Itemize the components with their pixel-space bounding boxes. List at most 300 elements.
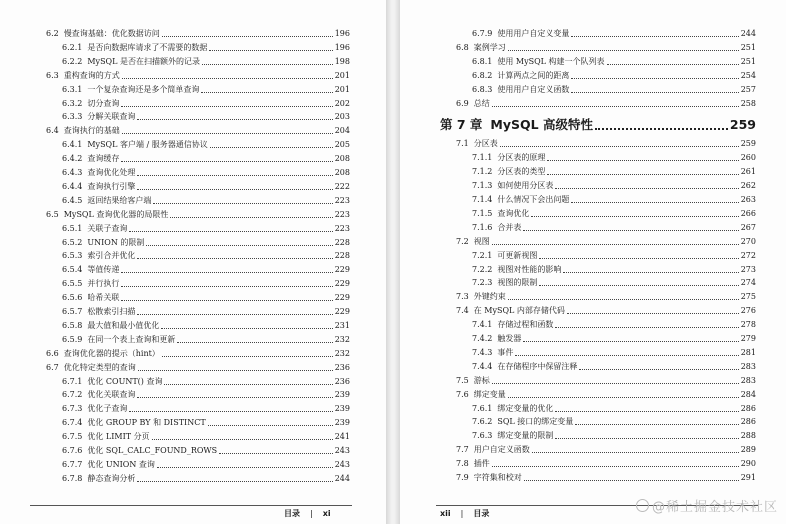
toc-entry-title: 外键约束 — [473, 292, 506, 302]
toc-entry — [472, 333, 756, 345]
toc-entry-title: 一个复杂查询还是多个简单查询 — [87, 84, 200, 94]
toc-leader-dots — [579, 369, 738, 370]
toc-entry — [62, 42, 350, 54]
toc-entry-page: 229 — [334, 307, 350, 316]
toc-entry-title: 切分查询 — [87, 98, 120, 108]
toc-leader-dots — [208, 425, 333, 426]
toc-entry-page: 196 — [334, 29, 350, 38]
toc-entry-number: 7.1.3 — [472, 181, 493, 191]
toc-entry-number: 7.6.2 — [472, 417, 493, 427]
footer-label-right: 目录 — [473, 509, 490, 518]
toc-entry-title: 查询优化处理 — [87, 168, 136, 177]
toc-entry-page: 278 — [740, 320, 756, 330]
toc-leader-dots — [523, 230, 738, 231]
toc-entry — [472, 180, 756, 192]
toc-entry-number: 6.3 — [46, 70, 59, 80]
toc-leader-dots — [219, 453, 333, 454]
toc-leader-dots — [508, 50, 739, 51]
toc-entry-page: 236 — [334, 376, 350, 386]
toc-leader-dots — [146, 245, 332, 246]
toc-leader-dots — [531, 216, 738, 217]
toc-entry — [62, 84, 350, 96]
toc-entry-title: 分区表的类型 — [497, 167, 546, 177]
toc-entry — [62, 153, 350, 165]
toc-entry-page: 196 — [334, 42, 350, 52]
toc-leader-dots — [162, 356, 333, 357]
toc-leader-dots — [201, 92, 332, 93]
toc-entry-title: 查询执行引擎 — [87, 181, 136, 191]
toc-entry — [472, 222, 756, 234]
toc-leader-dots — [539, 285, 738, 286]
toc-entry-page: 259 — [740, 139, 756, 149]
toc-entry-number: 6.7 — [46, 362, 59, 372]
toc-leader-dots — [153, 203, 332, 204]
toc-entry-page: 243 — [334, 446, 350, 455]
left-page — [0, 0, 386, 524]
toc-leader-dots — [547, 160, 738, 161]
toc-entry — [472, 28, 756, 40]
toc-leader-dots — [121, 106, 332, 107]
toc-entry-number: 7.9 — [456, 473, 469, 482]
toc-entry — [62, 237, 350, 249]
toc-entry-page: 263 — [740, 195, 756, 204]
toc-entry — [472, 70, 756, 82]
toc-entry-title: MySQL 客户端 / 服务器通信协议 — [87, 140, 208, 150]
toc-leader-dots — [607, 64, 739, 65]
toc-entry — [456, 138, 756, 150]
toc-entry — [46, 348, 350, 360]
toc-entry-number: 6.5.8 — [62, 320, 83, 330]
toc-entry-number: 第 7 章 — [440, 117, 483, 133]
toc-entry-title: 哈希关联 — [87, 293, 120, 303]
toc-leader-dots — [138, 370, 333, 371]
toc-entry-page: 208 — [334, 154, 350, 164]
toc-entry-page: 223 — [334, 209, 350, 219]
toc-entry — [472, 56, 756, 68]
toc-entry-title: 绑定变量的限制 — [497, 431, 554, 441]
toc-entry-number: 6.5.4 — [62, 265, 83, 275]
toc-entry-title: 最大值和最小值优化 — [87, 320, 160, 330]
toc-entry — [62, 473, 350, 485]
toc-leader-dots — [129, 411, 332, 412]
toc-entry-title: 优化 LIMIT 分页 — [87, 432, 150, 442]
toc-entry — [62, 223, 350, 235]
footer-separator-left: | — [310, 509, 313, 518]
toc-entry — [456, 98, 756, 110]
toc-leader-dots — [563, 272, 738, 273]
toc-entry-title: 绑定变量的优化 — [497, 403, 554, 413]
toc-entry — [62, 403, 350, 415]
toc-entry-page: 232 — [334, 334, 350, 344]
toc-entry-title: 如何使用分区表 — [497, 181, 554, 191]
toc-entry — [472, 319, 756, 331]
toc-entry-title: 查询优化器的提示（hint） — [63, 348, 160, 358]
toc-entry-page: 223 — [334, 195, 350, 205]
toc-entry-number: 6.7.4 — [62, 418, 83, 428]
toc-entry-title: 什么情况下会出问题 — [497, 195, 570, 204]
toc-entry — [456, 291, 756, 303]
toc-entry-title: 使用用户自定义变量 — [497, 29, 570, 38]
book-gutter — [386, 0, 400, 524]
toc-entry-title: 优化 SQL_CALC_FOUND_ROWS — [87, 446, 218, 455]
toc-entry-number: 6.7.5 — [62, 432, 83, 442]
toc-entry — [62, 250, 350, 262]
toc-entry-number: 7.1.1 — [472, 153, 493, 163]
toc-entry — [472, 250, 756, 262]
toc-entry-number: 7.3 — [456, 292, 469, 302]
toc-entry — [472, 84, 756, 96]
toc-leader-dots — [595, 128, 728, 130]
toc-entry-number: 6.7.1 — [62, 376, 83, 386]
toc-entry-title: 可更新视图 — [497, 250, 538, 260]
toc-entry — [46, 125, 350, 137]
toc-entry-number: 6.3.3 — [62, 112, 83, 122]
toc-entry — [46, 70, 350, 82]
toc-entry-title: 视图的限制 — [497, 278, 538, 288]
toc-entry-title: 并行执行 — [87, 279, 120, 289]
toc-entry-page: 244 — [334, 473, 350, 483]
toc-entry-page: 274 — [740, 278, 756, 288]
toc-leader-dots — [500, 146, 739, 147]
toc-leader-dots — [122, 133, 333, 134]
toc-entry-title: 事件 — [497, 347, 514, 357]
toc-entry-title: 使用 MySQL 构建一个队列表 — [497, 56, 605, 66]
toc-leader-dots — [122, 78, 333, 79]
toc-entry-number: 6.5.5 — [62, 279, 83, 289]
toc-entry-page: 288 — [740, 431, 756, 441]
toc-entry-title: 慢查询基础：优化数据访问 — [63, 29, 160, 38]
toc-leader-dots — [492, 106, 739, 107]
toc-entry-page: 203 — [334, 112, 350, 122]
toc-entry-number: 7.5 — [456, 375, 469, 385]
footer-page-numeral-right: xii — [440, 509, 451, 518]
toc-entry-title: 视图 — [473, 236, 490, 246]
toc-leader-dots — [161, 328, 332, 329]
toc-entry-title: 使用用户自定义函数 — [497, 84, 570, 94]
toc-entry — [62, 181, 350, 193]
toc-entry-title: 优化关联查询 — [87, 390, 136, 400]
toc-entry-page: 262 — [740, 181, 756, 191]
toc-entry-title: UNION 的限制 — [87, 237, 145, 247]
footer-rule-left — [30, 505, 352, 506]
toc-entry — [472, 194, 756, 206]
toc-entry-title: MySQL 查询优化器的局限性 — [63, 209, 169, 219]
toc-entry-page: 232 — [334, 348, 350, 358]
toc-entry-title: 字符集和校对 — [473, 473, 522, 482]
toc-entry-number: 6.4 — [46, 126, 59, 136]
toc-entry-page: 267 — [740, 222, 756, 232]
toc-entry — [472, 430, 756, 442]
toc-entry-page: 284 — [740, 389, 756, 399]
toc-entry-title: 静态查询分析 — [87, 473, 136, 483]
toc-leader-dots — [137, 258, 332, 259]
toc-leader-dots — [547, 174, 738, 175]
toc-entry-number: 7.4.2 — [472, 334, 493, 343]
toc-entry-number: 7.1.6 — [472, 222, 493, 232]
toc-entry-title: 分区表的原理 — [497, 153, 546, 163]
toc-entry-number: 7.2.3 — [472, 278, 493, 288]
toc-entry-number: 6.9 — [456, 98, 469, 108]
toc-leader-dots — [210, 147, 333, 148]
toc-entry-page: 273 — [740, 264, 756, 274]
toc-entry-title: 优化 UNION 查询 — [87, 459, 155, 469]
toc-entry-number: 7.6.3 — [472, 431, 493, 441]
toc-entry-title: 关联子查询 — [87, 223, 128, 233]
toc-entry-number: 7.2.2 — [472, 264, 493, 274]
toc-entry-page: 281 — [740, 347, 756, 357]
toc-entry — [46, 209, 350, 221]
toc-entry-title: 返回结果给客户端 — [87, 195, 152, 205]
toc-leader-dots — [152, 439, 333, 440]
toc-entry — [62, 264, 350, 276]
toc-entry-title: 优化 GROUP BY 和 DISTINCT — [87, 418, 206, 428]
toc-leader-dots — [508, 397, 739, 398]
toc-entry-number: 7.4.4 — [472, 361, 493, 371]
toc-entry-page: 229 — [334, 293, 350, 303]
toc-entry — [472, 361, 756, 373]
toc-leader-dots — [492, 383, 739, 384]
toc-entry-title: 查询执行的基础 — [63, 126, 120, 136]
toc-entry-page: 270 — [740, 236, 756, 246]
toc-leader-dots — [492, 244, 739, 245]
toc-entry-number: 6.4.2 — [62, 154, 83, 164]
toc-entry-number: 6.4.5 — [62, 195, 83, 205]
toc-entry-title: 合并表 — [497, 222, 522, 232]
toc-entry-number: 6.7.6 — [62, 446, 83, 455]
toc-entry-title: 触发器 — [497, 334, 522, 343]
toc-entry-page: 198 — [334, 56, 350, 66]
toc-entry-number: 6.7.8 — [62, 473, 83, 483]
footer-separator-right: | — [460, 509, 464, 518]
toc-entry — [62, 98, 350, 110]
toc-entry-number: 7.6.1 — [472, 403, 493, 413]
toc-entry-page: 228 — [334, 251, 350, 261]
toc-entry-page: 201 — [334, 70, 350, 80]
toc-leader-dots — [137, 189, 332, 190]
toc-leader-dots — [137, 397, 332, 398]
toc-leader-dots — [555, 327, 738, 328]
toc-entry-number: 6.8.1 — [472, 56, 493, 66]
toc-entry-title: 查询优化 — [497, 208, 530, 218]
toc-entry-number: 7.1.4 — [472, 195, 493, 204]
toc-entry-title: 存储过程和函数 — [497, 320, 554, 330]
toc-entry-title: 优化 COUNT() 查询 — [87, 376, 163, 386]
toc-leader-dots — [575, 424, 738, 425]
toc-entry — [62, 306, 350, 318]
toc-entry-title: 游标 — [473, 375, 490, 385]
toc-entry-number: 6.5.9 — [62, 334, 83, 344]
toc-entry — [472, 264, 756, 276]
toc-entry — [472, 208, 756, 220]
toc-entry — [62, 56, 350, 68]
toc-entry-number: 6.3.1 — [62, 84, 83, 94]
toc-entry — [456, 375, 756, 387]
toc-entry — [472, 152, 756, 164]
toc-entry-title: SQL 接口的绑定变量 — [497, 417, 574, 427]
toc-leader-dots — [137, 175, 332, 176]
toc-entry-title: 总结 — [473, 98, 490, 108]
toc-entry-page: 239 — [334, 390, 350, 400]
toc-entry-number: 6.2 — [46, 29, 59, 38]
toc-entry-page: 259 — [729, 117, 756, 133]
toc-entry — [62, 334, 350, 346]
toc-entry-page: 279 — [740, 334, 756, 343]
toc-entry-number: 6.5.3 — [62, 251, 83, 261]
toc-entry-number: 7.4 — [456, 306, 469, 316]
toc-entry-page: 208 — [334, 168, 350, 177]
toc-entry-title: 案例学习 — [473, 42, 506, 52]
toc-entry-page: 254 — [740, 70, 756, 80]
toc-leader-dots — [137, 314, 332, 315]
toc-entry — [62, 139, 350, 151]
toc-leader-dots — [121, 272, 332, 273]
toc-entry-number: 7.7 — [456, 445, 469, 455]
toc-entry — [46, 28, 350, 40]
watermark-logo-icon — [636, 499, 649, 512]
toc-entry-title: 索引合并优化 — [87, 251, 136, 261]
toc-leader-dots — [571, 78, 738, 79]
toc-entry-page: 228 — [334, 237, 350, 247]
toc-leader-dots — [508, 299, 739, 300]
footer-page-numeral-left: xi — [322, 509, 331, 518]
toc-entry — [62, 292, 350, 304]
toc-entry-title: MySQL 是否在扫描额外的记录 — [87, 56, 200, 66]
toc-leader-dots — [571, 202, 738, 203]
toc-entry-number: 7.4.1 — [472, 320, 493, 330]
toc-entry — [472, 403, 756, 415]
toc-entry — [62, 278, 350, 290]
footer-label-left: 目录 — [284, 509, 300, 518]
toc-entry-number: 6.5 — [46, 209, 59, 219]
toc-leader-dots — [164, 384, 332, 385]
toc-entry-title: 视图对性能的影响 — [497, 264, 562, 274]
toc-entry — [472, 416, 756, 428]
watermark — [636, 496, 778, 515]
toc-entry-page: 286 — [740, 403, 756, 413]
toc-entry-page: 289 — [740, 445, 756, 455]
toc-entry-page: 229 — [334, 265, 350, 275]
toc-entry-page: 205 — [334, 140, 350, 150]
toc-entry-title: 在同一个表上查询和更新 — [87, 334, 176, 344]
toc-entry-page: 239 — [334, 418, 350, 428]
toc-entry-title: 查询缓存 — [87, 154, 120, 164]
toc-entry-page: 251 — [740, 42, 756, 52]
toc-entry — [456, 236, 756, 248]
toc-entry-number: 7.2 — [456, 236, 469, 246]
toc-leader-dots — [162, 36, 333, 37]
toc-entry — [62, 417, 350, 429]
toc-leader-dots — [121, 300, 332, 301]
toc-entry-number: 6.7.3 — [62, 404, 83, 414]
toc-leader-dots — [555, 188, 738, 189]
toc-entry — [456, 472, 756, 484]
toc-entry — [456, 458, 756, 470]
toc-entry-page: 258 — [740, 98, 756, 108]
toc-leader-dots — [571, 36, 738, 37]
toc-entry-page: 202 — [334, 98, 350, 108]
toc-entry-number: 6.5.2 — [62, 237, 83, 247]
toc-entry-page: 222 — [334, 181, 350, 191]
footer-left — [284, 508, 331, 519]
watermark-text: @稀土掘金技术社区 — [651, 500, 778, 515]
toc-entry-number: 6.5.7 — [62, 307, 83, 316]
toc-leader-dots — [571, 92, 738, 93]
toc-entry-page: 286 — [740, 417, 756, 427]
toc-entry-page: 204 — [334, 126, 350, 136]
toc-leader-dots — [523, 341, 738, 342]
toc-entry-page: 260 — [740, 153, 756, 163]
toc-entry-page: 241 — [334, 432, 350, 442]
toc-entry-page: 239 — [334, 404, 350, 414]
toc-entry-page: 243 — [334, 459, 350, 469]
toc-entry — [456, 444, 756, 456]
toc-entry-number: 6.4.4 — [62, 181, 83, 191]
toc-entry — [62, 111, 350, 123]
toc-entry-title: 是否向数据库请求了不需要的数据 — [87, 42, 208, 52]
toc-leader-dots — [555, 438, 738, 439]
toc-leader-dots — [492, 466, 739, 467]
toc-leader-dots — [567, 313, 739, 314]
toc-entry-title: 优化子查询 — [87, 404, 128, 414]
toc-entry — [456, 305, 756, 317]
toc-entry — [62, 195, 350, 207]
toc-entry-number: 6.6 — [46, 348, 59, 358]
toc-entry — [62, 445, 350, 457]
toc-entry-title: 等值传递 — [87, 265, 120, 275]
toc-entry — [62, 320, 350, 332]
toc-entry-number: 6.2.1 — [62, 42, 83, 52]
toc-entry-title: MySQL 高级特性 — [490, 117, 593, 133]
toc-leader-dots — [539, 258, 738, 259]
toc-entry-title: 插件 — [473, 459, 490, 469]
toc-entry-page: 229 — [334, 279, 350, 289]
toc-entry — [456, 389, 756, 401]
toc-entry-number: 6.4.1 — [62, 140, 83, 150]
toc-entry-page: 231 — [334, 320, 350, 330]
toc-entry-number: 7.4.3 — [472, 347, 493, 357]
toc-entry-title: 分区表 — [473, 139, 498, 149]
toc-leader-dots — [532, 452, 739, 453]
toc-entry-number: 6.8 — [456, 42, 469, 52]
toc-entry — [472, 347, 756, 359]
toc-entry-page: 275 — [740, 292, 756, 302]
toc-leader-dots — [137, 481, 332, 482]
toc-entry-title: 松散索引扫描 — [87, 307, 136, 316]
toc-entry-page: 283 — [740, 375, 756, 385]
toc-entry-title: 用户自定义函数 — [473, 445, 530, 455]
toc-entry-number: 7.8 — [456, 459, 469, 469]
toc-entry-page: 272 — [740, 250, 756, 260]
toc-leader-dots — [121, 286, 332, 287]
toc-entry-page: 291 — [740, 473, 756, 482]
toc-entry — [62, 167, 350, 179]
toc-leader-dots — [129, 231, 332, 232]
toc-entry-page: 201 — [334, 84, 350, 94]
toc-entry-title: 绑定变量 — [473, 389, 506, 399]
toc-chapter-entry — [440, 116, 756, 134]
toc-entry-title: 计算两点之间的距离 — [497, 70, 570, 80]
toc-entry — [456, 42, 756, 54]
toc-entry-page: 223 — [334, 223, 350, 233]
toc-entry-number: 7.1.5 — [472, 208, 493, 218]
footer-right — [440, 508, 489, 519]
toc-entry-number: 7.1.2 — [472, 167, 493, 177]
toc-leader-dots — [121, 161, 332, 162]
toc-entry-page: 251 — [740, 56, 756, 66]
toc-leader-dots — [137, 119, 332, 120]
toc-entry-page: 244 — [740, 29, 756, 38]
toc-entry — [62, 376, 350, 388]
